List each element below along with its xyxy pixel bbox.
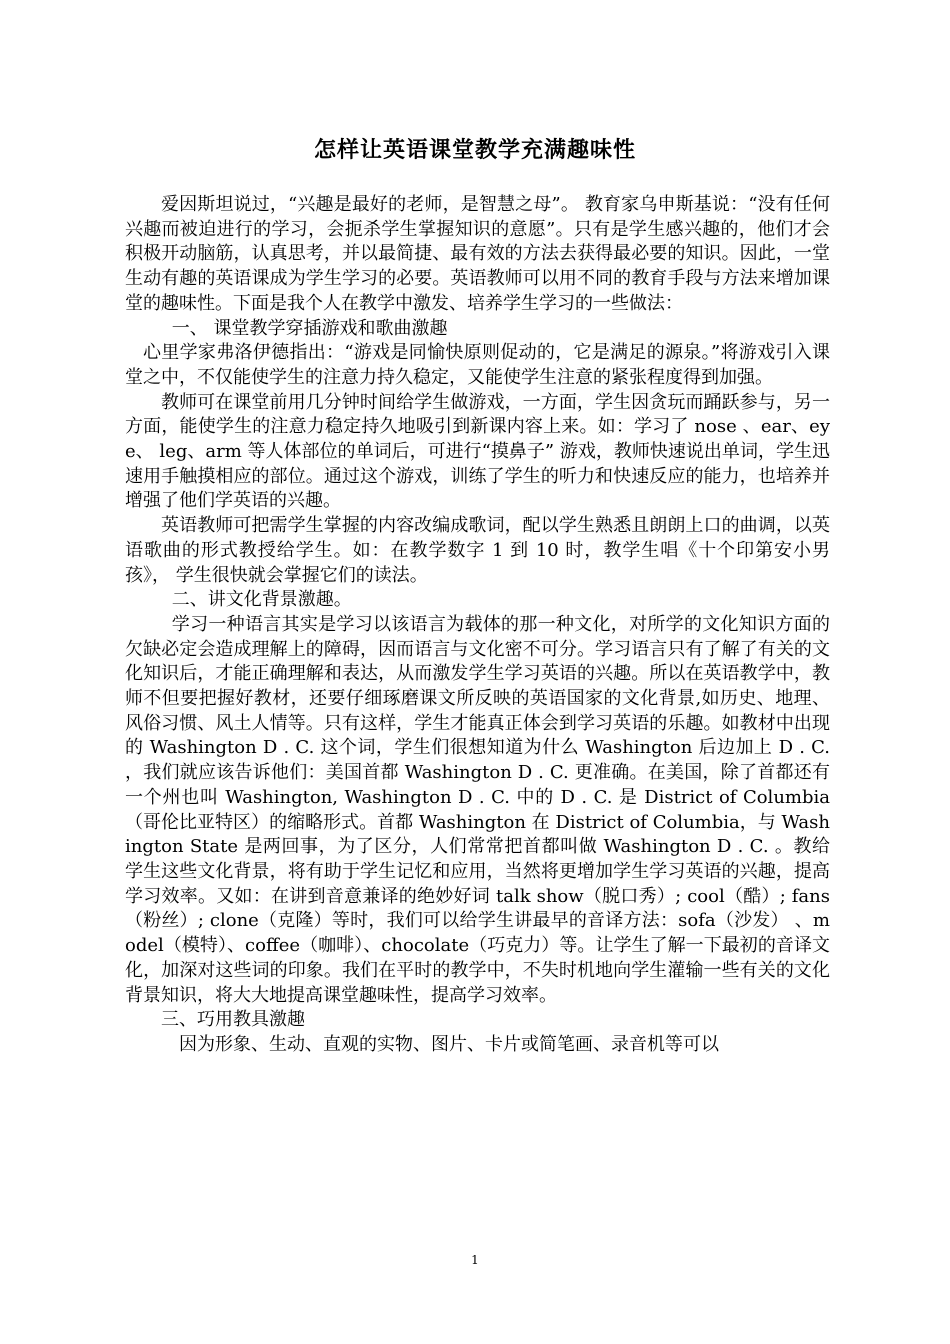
section-heading-culture: 二、讲文化背景激趣。 (171, 589, 352, 611)
paragraph-songs: 英语教师可把需学生掌握的内容改编成歌词，配以学生熟悉且朗朗上口的曲调，以英语歌曲的形式教授给学生。如：在教学数字 1 到 10 时，教学生唱《十个印第安小男孩》， 学生很快就会掌握它们的读法。 (125, 515, 830, 586)
paragraph-freud-quote: 心里学家弗洛伊德指出：“游戏是同愉快原则促动的，它是满足的源泉。”将游戏引入课堂之中，不仅能使学生的注意力持久稳定，又能使学生注意的紧张程度得到加强。 (125, 342, 830, 388)
paragraph-teaching-aids: 因为形象、生动、直观的实物、图片、卡片或简笔画、录音机等可以 (179, 1033, 719, 1055)
paragraph-games: 教师可在课堂前用几分钟时间给学生做游戏，一方面，学生因贪玩而踊跃参与，另一方面，能使学生的注意力稳定持久地吸引到新课内容上来。如：学习了 nose 、ear、eye、 leg、arm 等人体部位的单词后，可进行“摸鼻子” 游戏，教师快速说出单词，学生迅速用手触摸相应的部位。通过这个游戏，训练了学生的听力和快速反应的能力，也培养并增强了他们学英语的兴趣。 (125, 391, 830, 512)
paragraph-intro: 爱因斯坦说过，“兴趣是最好的老师，是智慧之母”。 教育家乌申斯基说：“没有任何兴趣而被迫进行的学习，会扼杀学生掌握知识的意愿”。只有是学生感兴趣的，他们才会积极开动脑筋，认真思考，并以最简捷、最有效的方法去获得最必要的知识。因此，一堂生动有趣的英语课成为学生学习的必要。英语教师可以用不同的教育手段与方法来增加课堂的趣味性。下面是我个人在教学中激发、培养学生学习的一些做法： (125, 194, 830, 314)
page-number: 1 (471, 1253, 479, 1267)
document-title: 怎样让英语课堂教学充满趣味性 (313, 137, 636, 163)
document-body (125, 193, 830, 1058)
section-heading-teaching-aids: 三、巧用教具激趣 (161, 1009, 305, 1031)
paragraph-culture: 学习一种语言其实是学习以该语言为载体的那一种文化，对所学的文化知识方面的欠缺必定会造成理解上的障碍，因而语言与文化密不可分。学习语言只有了解了有关的文化知识后，才能正确理解和表达，从而激发学生学习英语的兴趣。所以在英语教学中，教师不但要把握好教材，还要仔细琢磨课文所反映的英语国家的文化背景,如历史、地理、风俗习惯、风土人情等。只有这样，学生才能真正体会到学习英语的乐趣。如教材中出现的 Washington D . C. 这个词，学生们很想知道为什么 Washington 后边加上 D . C. ，我们就应该告诉他们：美国首都 Washington D . C. 更准确。在美国，除了首都还有一个州也叫 Washington, Washington D . C. 中的 D . C. 是 District of Columbia（哥伦比亚特区）的缩略形式。首都 Washington 在 District of Columbia，与 Washington State 是两回事，为了区分，人们常常把首都叫做 Washington D . C. 。教给学生这些文化背景，将有助于学生记忆和应用，当然将更增加学生学习英语的兴趣，提高学习效率。又如：在讲到音意兼译的绝妙好词 talk show（脱口秀）; cool（酷）; fans（粉丝）; clone（克隆）等时，我们可以给学生讲最早的音译方法：sofa（沙发） 、model（模特）、coffee（咖啡）、chocolate（巧克力）等。让学生了解一下最初的音译文化，加深对这些词的印象。我们在平时的教学中，不失时机地向学生灌输一些有关的文化背景知识，将大大地提高课堂趣味性，提高学习效率。 (125, 613, 830, 1006)
section-heading-games-songs: 一、 课堂教学穿插游戏和歌曲激趣 (171, 317, 448, 339)
